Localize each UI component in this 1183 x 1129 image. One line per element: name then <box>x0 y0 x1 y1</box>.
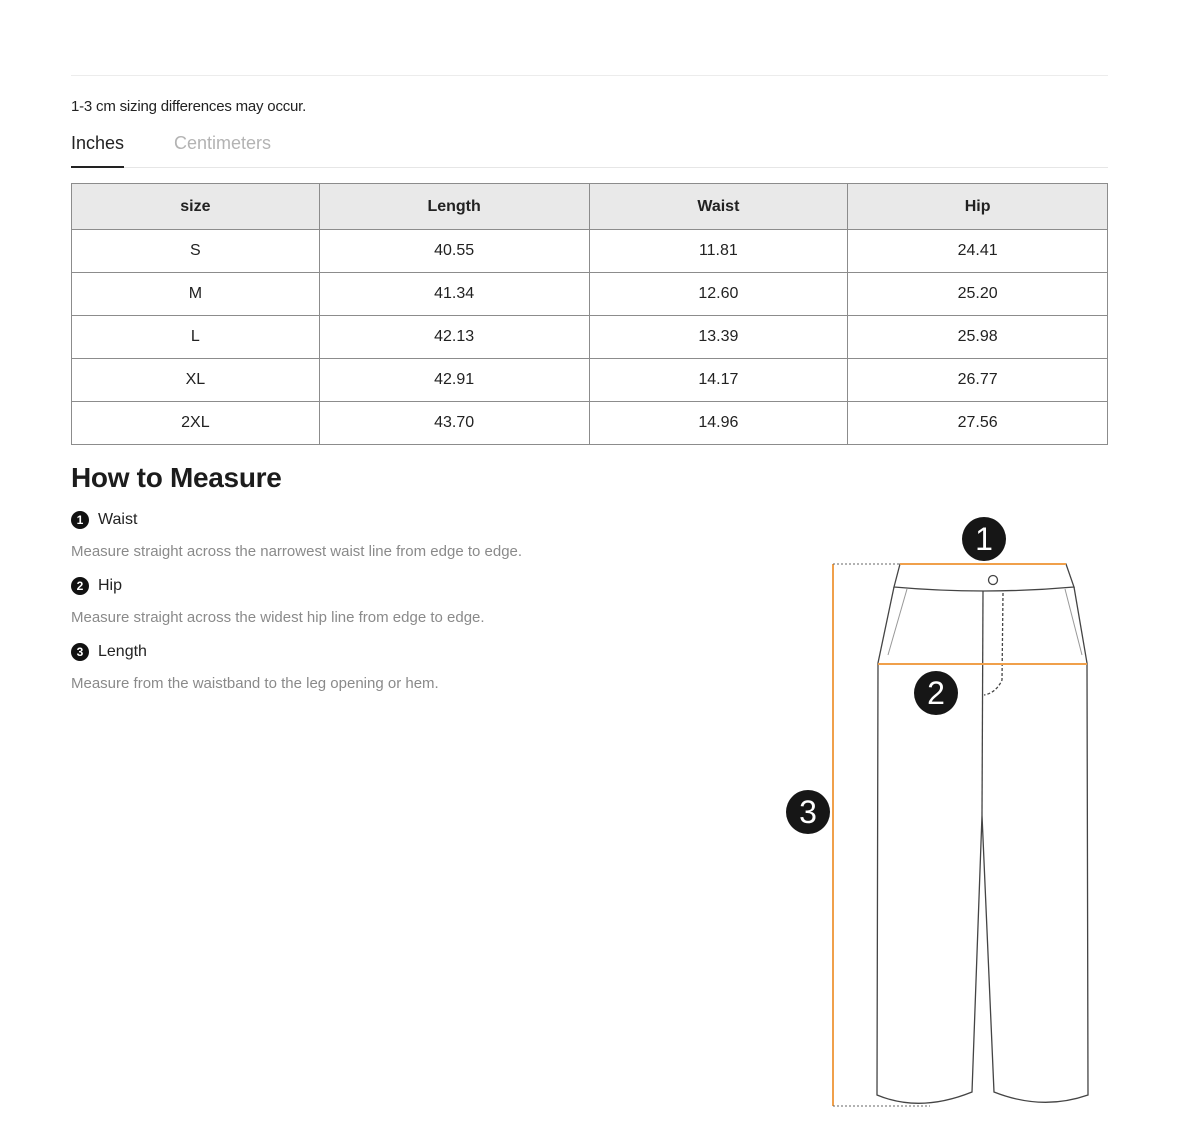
tab-inches[interactable]: Inches <box>71 131 124 167</box>
measure-description: Measure straight across the widest hip line from edge to edge. <box>71 609 485 626</box>
cell-length: 42.13 <box>319 316 589 359</box>
measure-label: Length <box>98 643 147 660</box>
measure-label: Hip <box>98 577 123 594</box>
header-size: size <box>72 184 320 230</box>
number-three-icon: 3 <box>71 643 89 661</box>
cell-length: 40.55 <box>319 230 589 273</box>
header-length: Length <box>319 184 589 230</box>
cell-hip: 26.77 <box>848 359 1108 402</box>
cell-waist: 12.60 <box>589 273 848 316</box>
number-one-icon: 1 <box>71 511 89 529</box>
cell-waist: 14.17 <box>589 359 848 402</box>
marker-1-label: 1 <box>975 521 993 557</box>
measure-label: Waist <box>98 511 138 528</box>
cell-waist: 13.39 <box>589 316 848 359</box>
marker-1-icon <box>962 517 1006 561</box>
measure-item-waist <box>71 511 522 560</box>
number-two-icon: 2 <box>71 577 89 595</box>
cell-length: 41.34 <box>319 273 589 316</box>
marker-2-label: 2 <box>927 675 945 711</box>
cell-size: 2XL <box>72 402 320 445</box>
how-to-measure-title: How to Measure <box>71 462 282 493</box>
table-header-row <box>72 184 1108 230</box>
top-divider <box>71 75 1108 76</box>
cell-size: M <box>72 273 320 316</box>
measure-item-length <box>71 643 439 692</box>
cell-waist: 11.81 <box>589 230 848 273</box>
header-hip: Hip <box>848 184 1108 230</box>
tab-centimeters[interactable]: Centimeters <box>174 133 272 153</box>
header-waist: Waist <box>589 184 848 230</box>
marker-3-label: 3 <box>799 794 817 830</box>
pants-measurement-diagram <box>770 505 1110 1120</box>
cell-hip: 25.98 <box>848 316 1108 359</box>
size-chart-table <box>71 183 1108 445</box>
measure-description: Measure from the waistband to the leg opening or hem. <box>71 675 439 692</box>
unit-tabs <box>71 131 1108 168</box>
table-row <box>72 230 1108 273</box>
cell-waist: 14.96 <box>589 402 848 445</box>
pants-outline-icon <box>877 564 1088 1103</box>
cell-hip: 27.56 <box>848 402 1108 445</box>
marker-2-icon <box>914 671 958 715</box>
cell-hip: 25.20 <box>848 273 1108 316</box>
marker-3-icon <box>786 790 830 834</box>
sizing-note: 1-3 cm sizing differences may occur. <box>71 98 307 115</box>
cell-size: L <box>72 316 320 359</box>
cell-length: 42.91 <box>319 359 589 402</box>
measure-description: Measure straight across the narrowest waist line from edge to edge. <box>71 543 523 560</box>
table-row <box>72 273 1108 316</box>
cell-hip: 24.41 <box>848 230 1108 273</box>
cell-size: XL <box>72 359 320 402</box>
cell-size: S <box>72 230 320 273</box>
measure-item-hip <box>71 577 485 626</box>
table-row <box>72 359 1108 402</box>
table-row <box>72 316 1108 359</box>
cell-length: 43.70 <box>319 402 589 445</box>
table-row <box>72 402 1108 445</box>
